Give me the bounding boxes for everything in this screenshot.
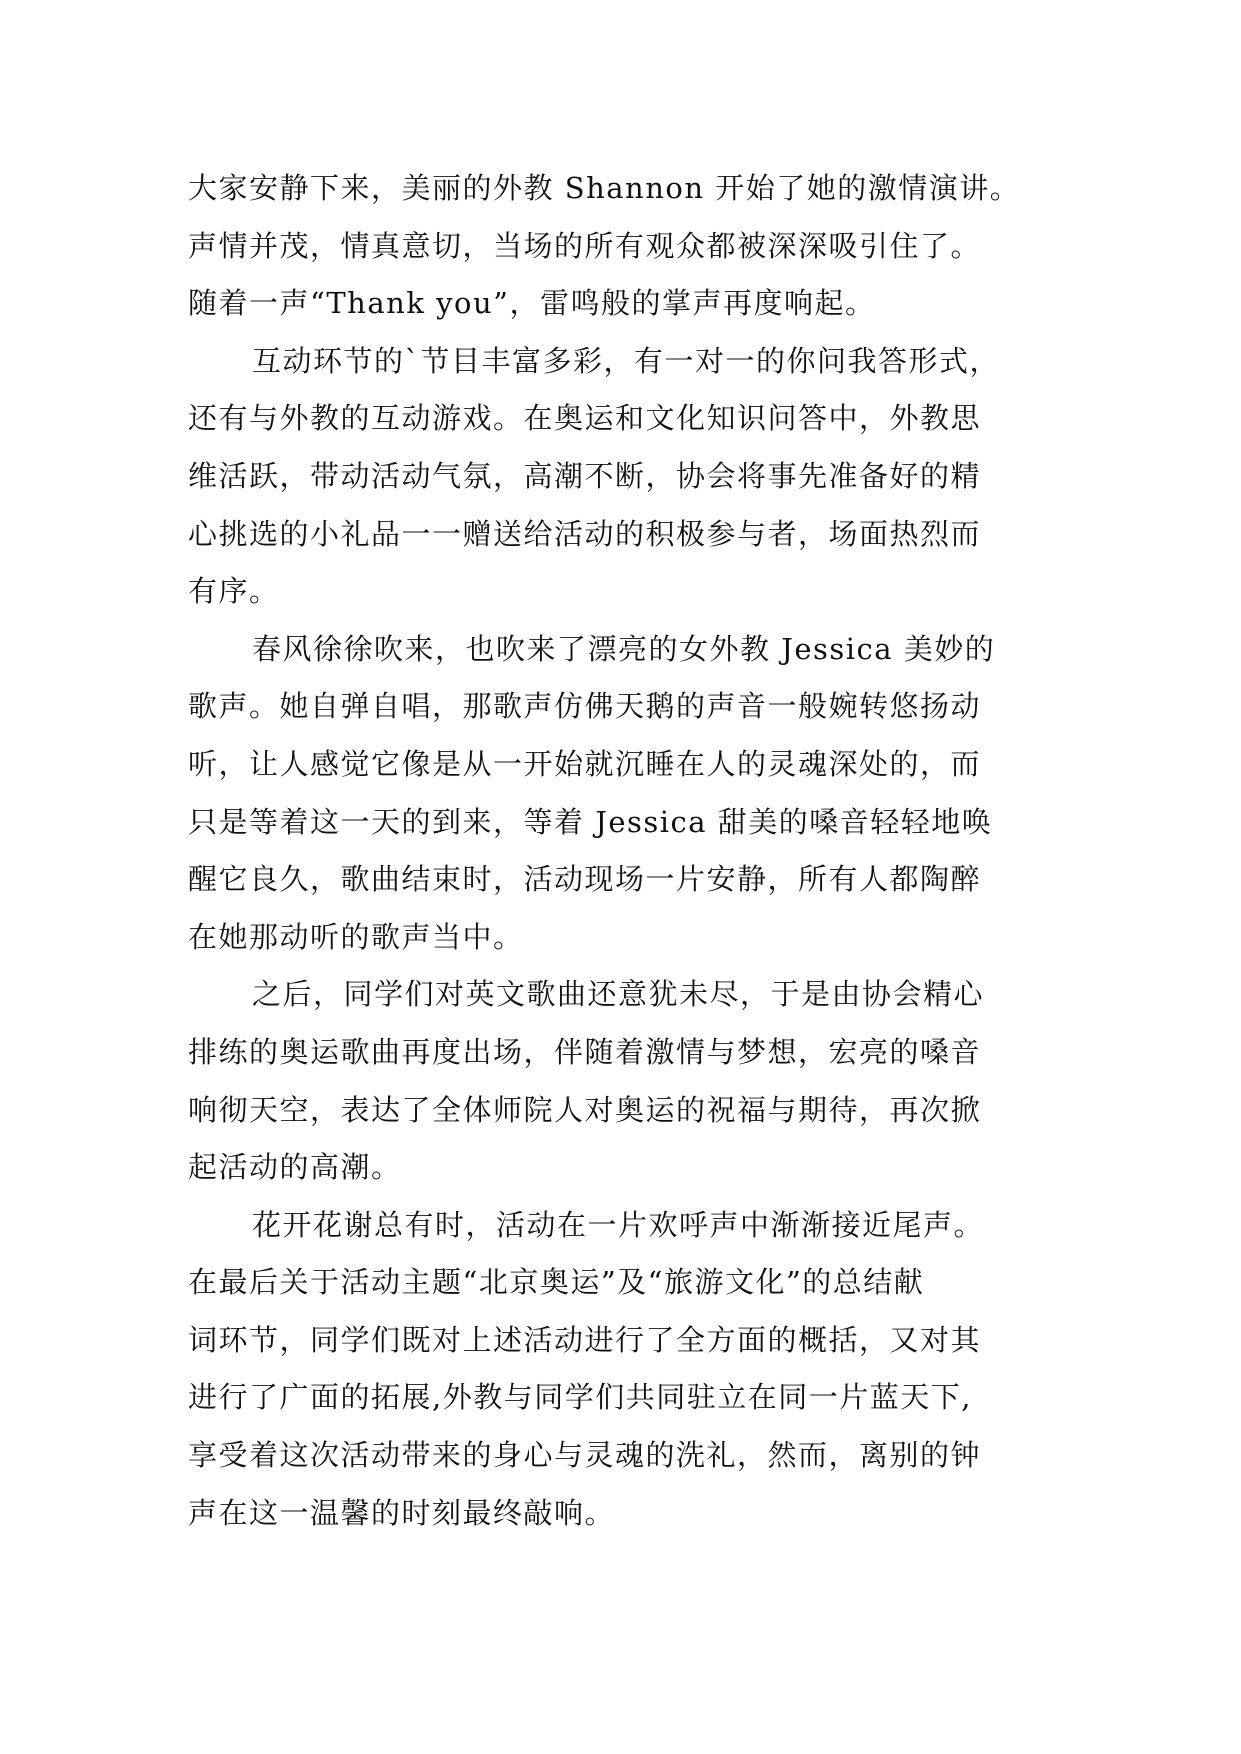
text-line: 只是等着这一天的到来，等着 Jessica 甜美的嗓音轻轻地唤: [188, 804, 993, 839]
text-line: 排练的奥运歌曲再度出场，伴随着激情与梦想，宏亮的嗓音: [188, 1034, 982, 1069]
paragraph-3: [188, 621, 1068, 967]
paragraph-1: [188, 160, 1068, 333]
text-line: 词环节，同学们既对上述活动进行了全方面的概括，又对其: [188, 1322, 982, 1357]
document-body: [188, 160, 1068, 1542]
text-line: 在最后关于活动主题“北京奥运”及“旅游文化”的总结献: [188, 1265, 925, 1300]
text-line: 进行了广面的拓展,外教与同学们共同驻立在同一片蓝天下,: [188, 1380, 972, 1415]
text-line: 还有与外教的互动游戏。在奥运和文化知识问答中，外教思: [188, 401, 982, 436]
text-line: 花开花谢总有时，活动在一片欢呼声中渐渐接近尾声。: [252, 1207, 985, 1242]
text-line: 响彻天空，表达了全体师院人对奥运的祝福与期待，再次掀: [188, 1092, 982, 1127]
text-line: 春风徐徐吹来，也吹来了漂亮的女外教 Jessica 美妙的: [252, 631, 996, 666]
text-line: 维活跃，带动活动气氛，高潮不断，协会将事先准备好的精: [188, 458, 982, 493]
text-line: 大家安静下来，美丽的外教 Shannon 开始了她的激情演讲。: [188, 171, 1021, 205]
text-line: 心挑选的小礼品一一赠送给活动的积极参与者，场面热烈而: [188, 516, 982, 551]
text-line: 醒它良久，歌曲结束时，活动现场一片安静，所有人都陶醉: [188, 862, 982, 897]
text-line: 有序。: [188, 574, 280, 609]
text-line: 听，让人感觉它像是从一开始就沉睡在人的灵魂深处的，而: [188, 746, 982, 781]
text-line: 随着一声“Thank you”，雷鸣般的掌声再度响起。: [188, 286, 876, 321]
text-line: 之后，同学们对英文歌曲还意犹未尽，于是由协会精心: [252, 977, 985, 1012]
text-line: 歌声。她自弹自唱，那歌声仿佛天鹅的声音一般婉转悠扬动: [188, 689, 982, 724]
paragraph-4: [188, 966, 1068, 1196]
text-line: 起活动的高潮。: [188, 1150, 402, 1185]
text-line: 声在这一温馨的时刻最终敲响。: [188, 1495, 616, 1530]
paragraph-2: [188, 333, 1068, 621]
text-line: 享受着这次活动带来的身心与灵魂的洗礼，然而，离别的钟: [188, 1438, 982, 1473]
text-line: 声情并茂，情真意切，当场的所有观众都被深深吸引住了。: [188, 228, 982, 263]
text-line: 在她那动听的歌声当中。: [188, 919, 524, 954]
paragraph-5: [188, 1197, 1068, 1543]
text-line: 互动环节的`节目丰富多彩，有一对一的你问我答形式，: [252, 343, 1001, 378]
